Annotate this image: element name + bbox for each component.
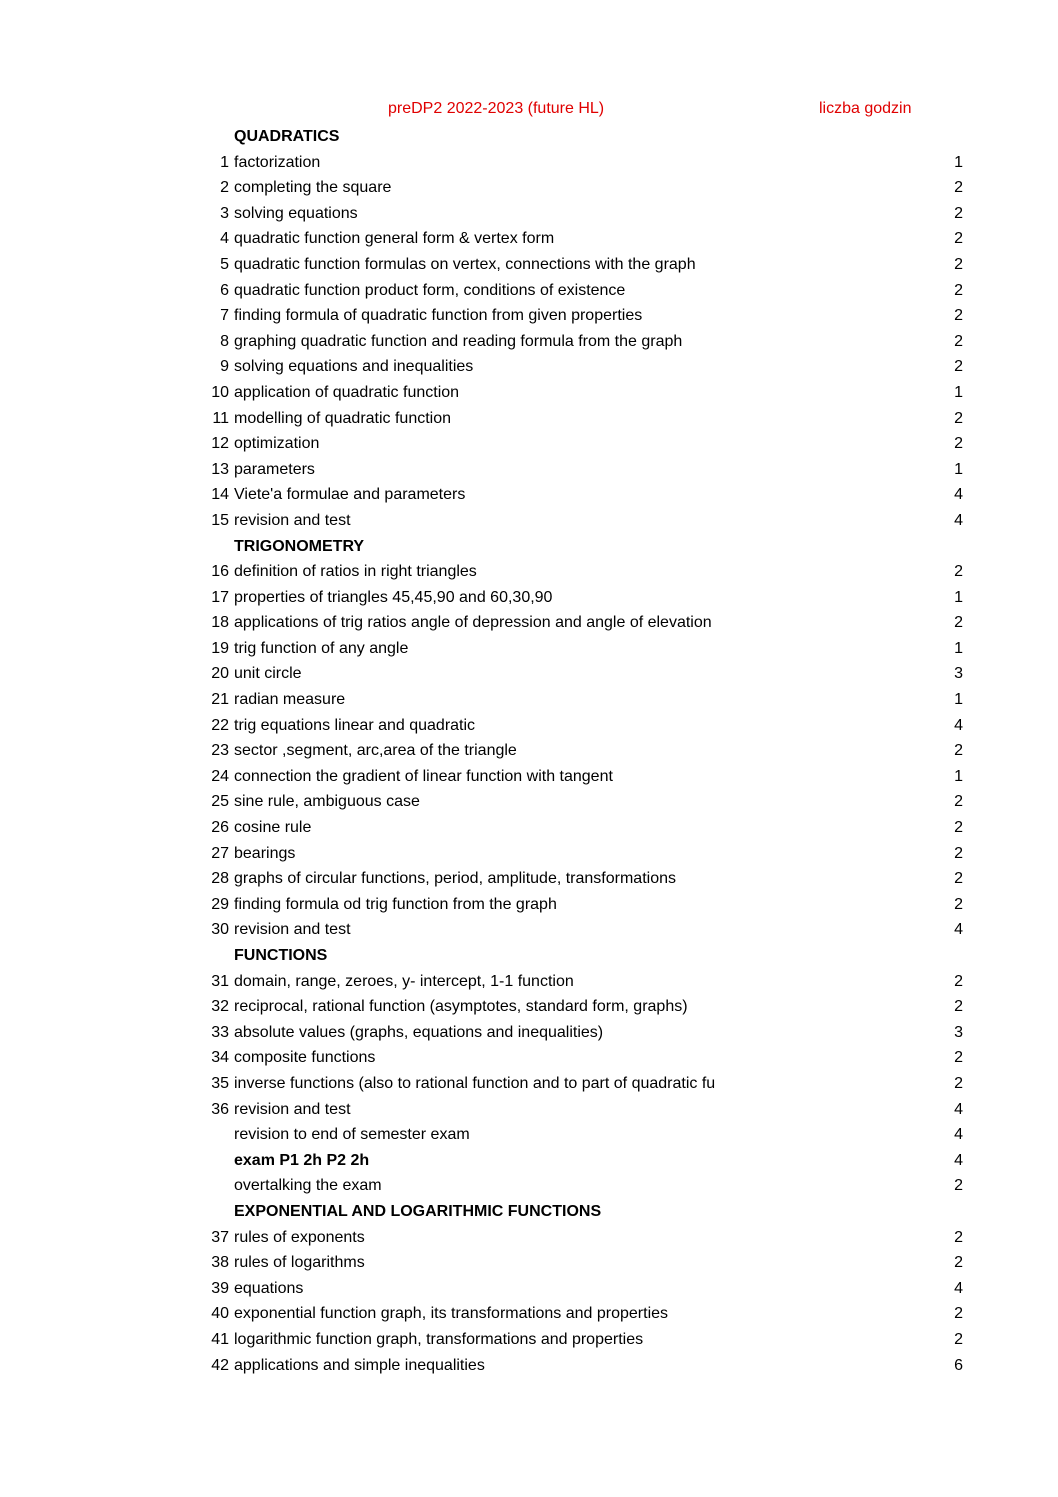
hours-value: 2 <box>954 1074 963 1092</box>
table-row <box>0 150 1058 176</box>
table-row <box>0 661 1058 687</box>
hours-value: 4 <box>954 1126 963 1144</box>
table-row <box>0 482 1058 508</box>
table-row <box>0 1020 1058 1046</box>
table-row <box>0 1045 1058 1071</box>
hours-value: 3 <box>954 665 963 683</box>
row-number: 4 <box>220 230 229 248</box>
row-number: 21 <box>211 691 229 709</box>
row-number: 35 <box>211 1074 229 1092</box>
topic-text: radian measure <box>234 691 346 709</box>
topic-text: absolute values (graphs, equations and inequalities) <box>234 1023 604 1041</box>
table-row <box>0 380 1058 406</box>
topic-text: exponential function graph, its transformations and properties <box>234 1305 669 1323</box>
hours-value: 4 <box>954 486 963 504</box>
table-row <box>0 610 1058 636</box>
row-number: 6 <box>220 281 229 299</box>
topic-text: revision and test <box>234 511 351 529</box>
row-number: 20 <box>211 665 229 683</box>
hours-value: 1 <box>954 460 963 478</box>
topic-text: factorization <box>234 153 321 171</box>
row-number: 5 <box>220 255 229 273</box>
table-row <box>0 994 1058 1020</box>
row-number: 31 <box>211 972 229 990</box>
row-number: 26 <box>211 819 229 837</box>
table-row <box>0 201 1058 227</box>
hours-value: 2 <box>954 614 963 632</box>
row-number: 34 <box>211 1049 229 1067</box>
table-row <box>0 1301 1058 1327</box>
hours-value: 2 <box>954 1177 963 1195</box>
hours-value: 2 <box>954 204 963 222</box>
hours-value: 1 <box>954 153 963 171</box>
table-row <box>0 457 1058 483</box>
table-row <box>0 1276 1058 1302</box>
topic-text: sector ,segment, arc,area of the triangle <box>234 742 517 760</box>
topic-text: solving equations and inequalities <box>234 358 474 376</box>
topic-text: applications and simple inequalities <box>234 1356 485 1374</box>
hours-value: 2 <box>954 742 963 760</box>
table-row <box>0 1353 1058 1379</box>
hours-value: 2 <box>954 435 963 453</box>
topic-text: modelling of quadratic function <box>234 409 452 427</box>
topic-text: unit circle <box>234 665 302 683</box>
topic-text: cosine rule <box>234 819 312 837</box>
hours-value: 2 <box>954 358 963 376</box>
row-number: 12 <box>211 435 229 453</box>
row-number: 13 <box>211 460 229 478</box>
document-title: preDP2 2022-2023 (future HL) <box>388 100 605 117</box>
topic-text: finding formula od trig function from the graph <box>234 895 557 913</box>
table-row <box>0 1148 1058 1174</box>
hours-value: 1 <box>954 588 963 606</box>
table-row <box>0 841 1058 867</box>
topic-text: revision and test <box>234 1100 351 1118</box>
row-number: 9 <box>220 358 229 376</box>
topic-text: rules of logarithms <box>234 1254 365 1272</box>
hours-value: 2 <box>954 332 963 350</box>
row-number: 1 <box>220 153 229 171</box>
section-title: TRIGONOMETRY <box>234 537 365 555</box>
hours-value: 2 <box>954 255 963 273</box>
section-heading-row <box>0 1199 1058 1225</box>
row-number: 30 <box>211 921 229 939</box>
section-heading-row <box>0 534 1058 560</box>
topic-text: sine rule, ambiguous case <box>234 793 420 811</box>
hours-value: 3 <box>954 1023 963 1041</box>
row-number: 28 <box>211 870 229 888</box>
topic-text: graphing quadratic function and reading formula from the graph <box>234 332 683 350</box>
row-number: 23 <box>211 742 229 760</box>
topic-text: connection the gradient of linear function with tangent <box>234 767 613 785</box>
topic-text: optimization <box>234 435 320 453</box>
row-number: 36 <box>211 1100 229 1118</box>
hours-value: 1 <box>954 383 963 401</box>
hours-value: 2 <box>954 230 963 248</box>
row-number: 38 <box>211 1254 229 1272</box>
row-number: 33 <box>211 1023 229 1041</box>
table-row <box>0 1122 1058 1148</box>
row-number: 18 <box>211 614 229 632</box>
topic-text: overtalking the exam <box>234 1177 382 1195</box>
document-header <box>0 100 1058 124</box>
table-row <box>0 764 1058 790</box>
section-title: QUADRATICS <box>234 128 340 145</box>
hours-value: 2 <box>954 793 963 811</box>
row-number: 11 <box>212 409 229 427</box>
topic-text: quadratic function general form & vertex form <box>234 230 555 248</box>
table-row <box>0 892 1058 918</box>
hours-value: 2 <box>954 307 963 325</box>
table-row <box>0 866 1058 892</box>
hours-value: 2 <box>954 179 963 197</box>
table-row <box>0 636 1058 662</box>
row-number: 14 <box>211 486 229 504</box>
section-heading-row <box>0 943 1058 969</box>
hours-value: 2 <box>954 972 963 990</box>
hours-column-title: liczba godzin <box>819 100 912 117</box>
topic-text: domain, range, zeroes, y- intercept, 1-1 function <box>234 972 574 990</box>
section-title: EXPONENTIAL AND LOGARITHMIC FUNCTIONS <box>234 1202 602 1220</box>
table-row <box>0 738 1058 764</box>
table-row <box>0 303 1058 329</box>
table-row <box>0 406 1058 432</box>
table-row <box>0 1097 1058 1123</box>
topic-text: revision to end of semester exam <box>234 1126 470 1144</box>
table-row <box>0 559 1058 585</box>
hours-value: 2 <box>954 844 963 862</box>
row-number: 22 <box>211 716 229 734</box>
topic-text: quadratic function formulas on vertex, connections with the graph <box>234 255 696 273</box>
table-row <box>0 1250 1058 1276</box>
row-number: 39 <box>211 1279 229 1297</box>
row-number: 15 <box>211 511 229 529</box>
row-number: 16 <box>211 563 229 581</box>
row-number: 40 <box>211 1305 229 1323</box>
hours-value: 1 <box>954 767 963 785</box>
row-number: 3 <box>220 204 229 222</box>
topic-text: Viete'a formulae and parameters <box>234 486 466 504</box>
topic-text: graphs of circular functions, period, amplitude, transformations <box>234 870 676 888</box>
topic-text: equations <box>234 1279 304 1297</box>
table-row <box>0 917 1058 943</box>
hours-value: 1 <box>954 639 963 657</box>
row-number: 32 <box>211 998 229 1016</box>
topic-text: bearings <box>234 844 296 862</box>
topic-text: parameters <box>234 460 315 478</box>
table-row <box>0 815 1058 841</box>
topic-text: composite functions <box>234 1049 376 1067</box>
table-row <box>0 1071 1058 1097</box>
topic-text: quadratic function product form, conditions of existence <box>234 281 626 299</box>
row-number: 24 <box>211 767 229 785</box>
topic-text: exam P1 2h P2 2h <box>234 1151 370 1169</box>
hours-value: 4 <box>954 1151 963 1169</box>
table-row <box>0 175 1058 201</box>
table-row <box>0 252 1058 278</box>
table-row <box>0 1327 1058 1353</box>
topic-text: completing the square <box>234 179 392 197</box>
topic-text: revision and test <box>234 921 351 939</box>
topic-table <box>0 124 1058 1378</box>
row-number: 27 <box>211 844 229 862</box>
table-row <box>0 687 1058 713</box>
topic-text: solving equations <box>234 204 358 222</box>
row-number: 25 <box>211 793 229 811</box>
topic-text: trig function of any angle <box>234 639 409 657</box>
hours-value: 6 <box>954 1356 963 1374</box>
table-row <box>0 713 1058 739</box>
hours-value: 2 <box>954 870 963 888</box>
hours-value: 4 <box>954 511 963 529</box>
topic-text: rules of exponents <box>234 1228 365 1246</box>
hours-value: 4 <box>954 1100 963 1118</box>
hours-value: 2 <box>954 1228 963 1246</box>
row-number: 17 <box>211 588 229 606</box>
hours-value: 2 <box>954 998 963 1016</box>
hours-value: 2 <box>954 409 963 427</box>
topic-text: logarithmic function graph, transformations and properties <box>234 1330 644 1348</box>
row-number: 19 <box>211 639 229 657</box>
table-row <box>0 431 1058 457</box>
table-row <box>0 1173 1058 1199</box>
section-title: FUNCTIONS <box>234 947 328 964</box>
row-number: 2 <box>220 179 229 197</box>
hours-value: 2 <box>954 281 963 299</box>
topic-text: application of quadratic function <box>234 383 460 401</box>
section-heading-row <box>0 124 1058 150</box>
hours-value: 2 <box>954 819 963 837</box>
hours-value: 4 <box>954 1279 963 1297</box>
row-number: 10 <box>211 383 229 401</box>
row-number: 8 <box>220 332 229 350</box>
hours-value: 4 <box>954 921 963 939</box>
row-number: 29 <box>211 895 229 913</box>
topic-text: inverse functions (also to rational function and to part of quadratic fu <box>234 1074 716 1092</box>
topic-text: definition of ratios in right triangles <box>234 563 477 581</box>
hours-value: 2 <box>954 1305 963 1323</box>
table-row <box>0 789 1058 815</box>
table-row <box>0 969 1058 995</box>
topic-text: applications of trig ratios angle of depression and angle of elevation <box>234 614 712 632</box>
hours-value: 2 <box>954 895 963 913</box>
topic-text: reciprocal, rational function (asymptotes, standard form, graphs) <box>234 998 688 1016</box>
table-row <box>0 226 1058 252</box>
row-number: 37 <box>211 1228 229 1246</box>
topic-text: finding formula of quadratic function from given properties <box>234 307 643 325</box>
hours-value: 2 <box>954 563 963 581</box>
row-number: 42 <box>211 1356 229 1374</box>
hours-value: 4 <box>954 716 963 734</box>
hours-value: 1 <box>954 691 963 709</box>
table-row <box>0 354 1058 380</box>
hours-value: 2 <box>954 1330 963 1348</box>
table-row <box>0 1225 1058 1251</box>
hours-value: 2 <box>954 1254 963 1272</box>
table-row <box>0 585 1058 611</box>
row-number: 41 <box>211 1330 229 1348</box>
topic-text: trig equations linear and quadratic <box>234 716 476 734</box>
hours-value: 2 <box>954 1049 963 1067</box>
row-number: 7 <box>220 307 229 325</box>
topic-text: properties of triangles 45,45,90 and 60,30,90 <box>234 588 553 606</box>
table-row <box>0 508 1058 534</box>
table-row <box>0 329 1058 355</box>
table-row <box>0 278 1058 304</box>
